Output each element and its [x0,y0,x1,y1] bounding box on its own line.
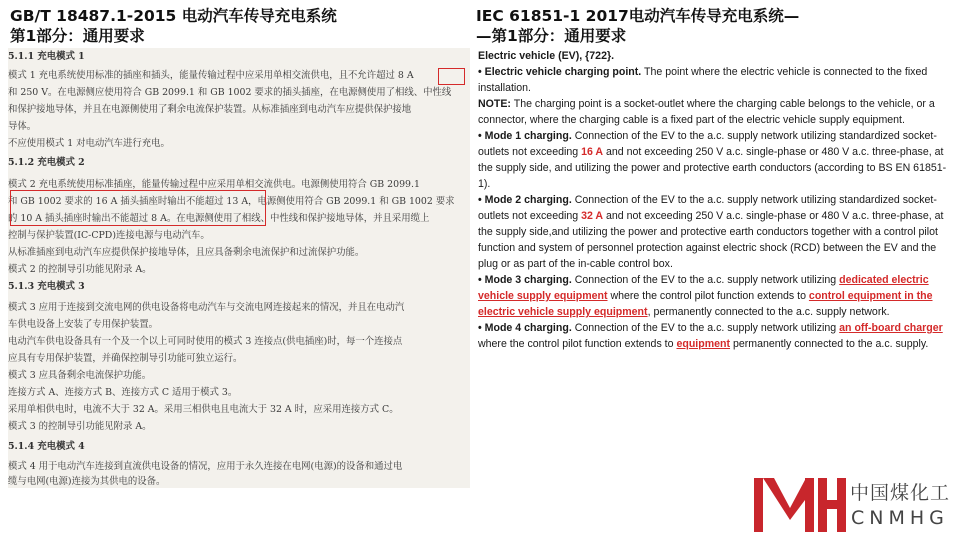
scan-line: 连接方式 A、连接方式 B、连接方式 C 适用于模式 3。 [8,387,238,398]
scan-line: 5.1.3 充电模式 3 [8,281,85,292]
mode4-definition: • Mode 4 charging. Connection of the EV to the a.c. supply network utilizing an off-board charger where the control pilot function extends to equipment permanently connected to the a.c. supply. [478,322,943,350]
scan-line: 模式 2 充电系统使用标准插座，能量传输过程中应采用单相交流供电。电源侧使用符合 GB 2099.1 [8,179,420,190]
scan-line: 和 250 V。在电源侧应使用符合 GB 2099.1 和 GB 1002 要求的插头插座，在电源侧使用了相线、中性线 [8,87,452,98]
highlight-box-16a-13a [10,190,266,226]
left-title-line1: GB/T 18487.1-2015 电动汽车传导充电系统 [10,7,337,25]
scan-line: 5.1.4 充电模式 4 [8,441,85,452]
scan-line: 应具有专用保护装置，并确保控制导引功能可独立运行。 [8,353,243,364]
charging-point-note: NOTE: The charging point is a socket-outlet where the charging cable belongs to the vehicle, or a connector, where the charging cable is a fixed part of the electric vehicle supply equipment. [478,98,935,126]
right-title [476,6,956,46]
charging-point-definition: • Electric vehicle charging point. The point where the electric vehicle is connected to the fixed installation. [478,66,928,94]
scan-line: 缆与电网(电源)连接为其供电的设备。 [8,476,166,487]
logo-chinese-name: 中国煤化工 [850,482,951,504]
scan-line: 模式 3 应用于连接到交流电网的供电设备将电动汽车与交流电网连接起来的情况，并且在电动汽 [8,302,405,313]
scan-line: 车供电设备上安装了专用保护装置。 [8,319,159,330]
logo-mark-shape [754,478,846,532]
scan-line: 控制与保护装置(IC-CPD)连接电源与电动汽车。 [8,230,210,241]
scan-line: 和保护接地导体，并且在电源侧使用了剩余电流保护装置。从标准插座到电动汽车应提供保护接地 [8,104,412,115]
scan-line: 从标准插座到电动汽车应提供保护接地导体，且应具备剩余电流保护和过流保护功能。 [8,247,365,258]
scan-line: 电动汽车供电设备具有一个及一个以上可同时使用的模式 3 连接点(供电插座)时，每一个连接点 [8,336,403,347]
mode3-definition: • Mode 3 charging. Connection of the EV to the a.c. supply network utilizing dedicated electric vehicle supply equipment where the control pilot function extends to control equipment in the electric vehicle supply equipment, permanently connected to the a.c. supply network. [478,274,933,318]
iec-definitions [478,48,954,352]
scan-line: 采用单相供电时，电流不大于 32 A。采用三相供电且电流大于 32 A 时，应采用连接方式 C。 [8,404,399,415]
scan-line: 模式 3 的控制导引功能见附录 A。 [8,421,152,432]
mode1-definition: • Mode 1 charging. Connection of the EV to the a.c. supply network utilizing standardized socket-outlets not exceeding 16 A and not exceeding 250 V a.c. single-phase or 480 V a.c. three-phase, at the supply side, and utilizing the power and protective earth conductors (according to BS EN 61851-1). [478,130,947,190]
left-title-line2: 第1部分：通用要求 [10,27,145,45]
scan-line: 不应使用模式 1 对电动汽车进行充电。 [8,138,170,149]
scanned-standard-excerpt [8,48,470,488]
right-title-line2: —第1部分：通用要求 [476,27,627,45]
scan-line: 的 10 A 插头插座时输出不能超过 8 A。在电源侧使用了相线、中性线和保护接地导体，并且采用缆上 [8,213,430,224]
logo-english-name: CNMHG [851,507,949,529]
definition-header: Electric vehicle (EV), {722}. [478,50,615,62]
scan-line: 5.1.1 充电模式 1 [8,51,85,62]
highlight-box-8a [438,68,465,85]
scan-line: 导体。 [8,121,37,132]
scan-line: 模式 2 的控制导引功能见附录 A。 [8,264,152,275]
scan-line: 模式 3 应具备剩余电流保护功能。 [8,370,152,381]
left-title [10,6,450,46]
scan-line: 模式 1 充电系统使用标准的插座和插头，能量传输过程中应采用单相交流供电，且不允许超过 8 A [8,70,414,81]
right-title-line1: IEC 61851-1 2017电动汽车传导充电系统— [476,7,800,25]
scan-line: 模式 4 用于电动汽车连接到直流供电设备的情况，应用于永久连接在电网(电源)的设备和通过电 [8,461,403,472]
scan-line: 5.1.2 充电模式 2 [8,157,85,168]
mode2-definition: • Mode 2 charging. Connection of the EV to the a.c. supply network utilizing standardized socket-outlets not exceeding 32 A and not exceeding 250 V a.c. single-phase or 480 V a.c. three-phase, at the supply side,and utilizing the power and protective earth conductors together with a control pilot function and system of personnel protection against electric shock (RCD) between the EV and the plug or as part of the in-cable control box. [478,194,944,270]
scan-line: 和 GB 1002 要求的 16 A 插头插座时输出不能超过 13 A，电源侧使用符合 GB 2099.1 和 GB 1002 要求 [8,196,455,207]
